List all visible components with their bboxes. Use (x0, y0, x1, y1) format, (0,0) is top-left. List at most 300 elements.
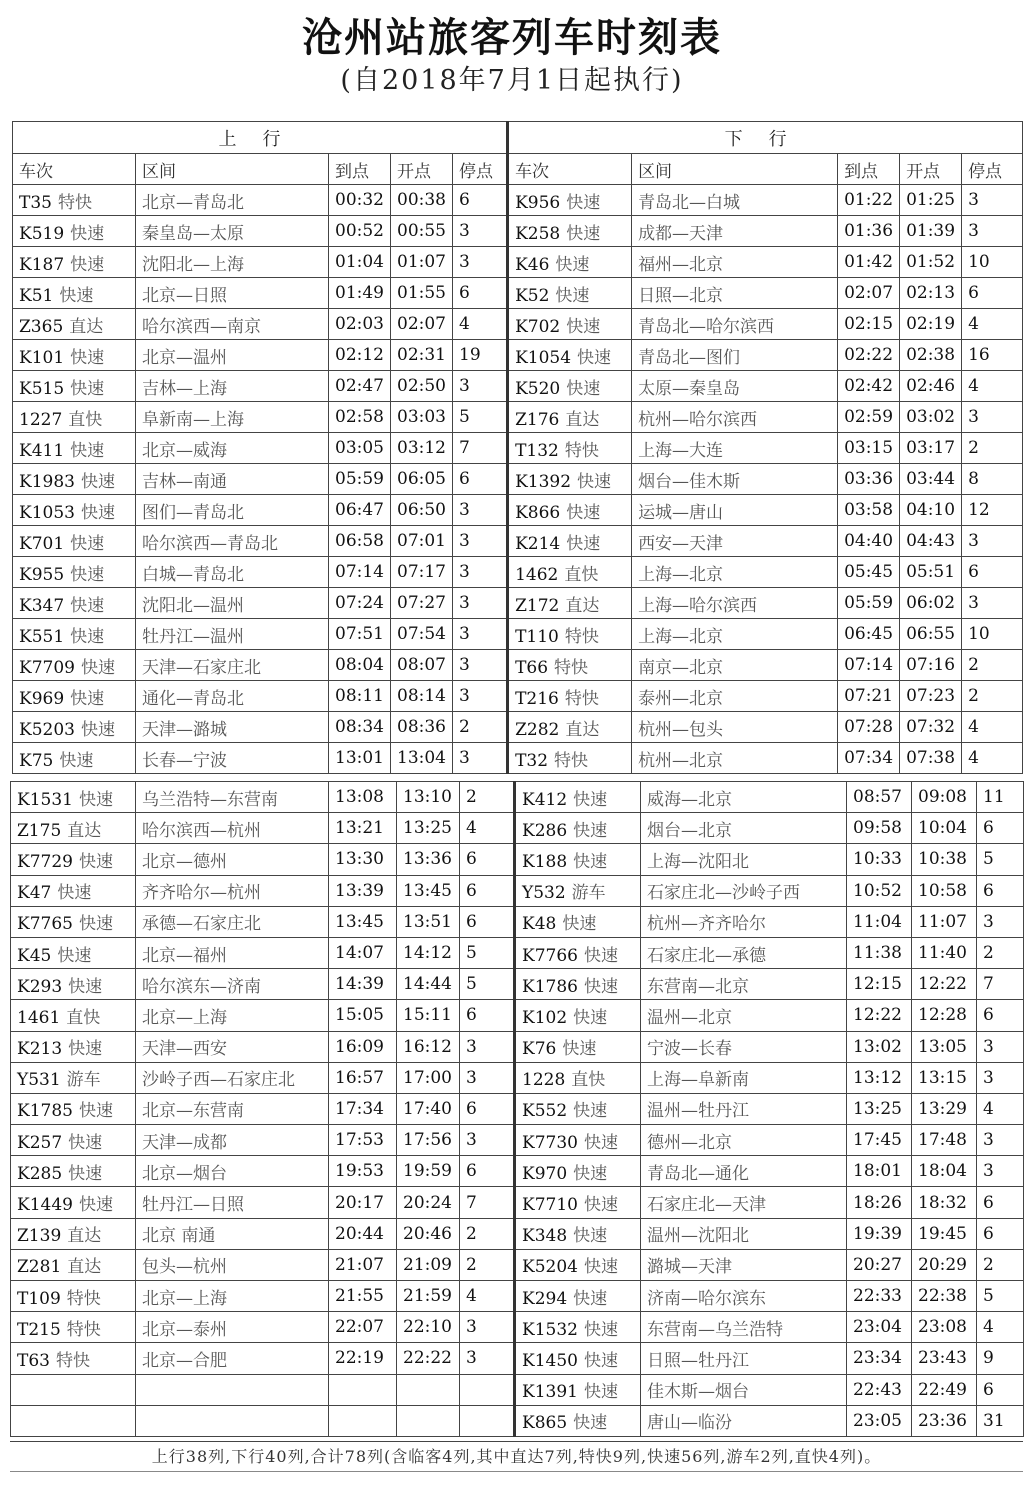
depart-time-up: 13:51 (397, 906, 460, 937)
arrive-time-down: 03:15 (838, 433, 900, 464)
stop-minutes-down: 3 (962, 588, 1023, 619)
train-number: Y532 (522, 883, 566, 904)
train-type: 快速 (78, 851, 113, 872)
train-number: T32 (515, 750, 549, 771)
depart-time-up (397, 1405, 460, 1436)
depart-time-up: 03:12 (391, 433, 453, 464)
train-number: K7730 (522, 1132, 578, 1153)
table-row (11, 969, 1024, 1000)
train-type: 快速 (555, 285, 590, 306)
depart-time-down: 02:46 (900, 371, 962, 402)
arrive-time-down: 20:27 (847, 1249, 912, 1280)
train-cell-down (508, 681, 632, 712)
train-number: Z176 (515, 409, 560, 430)
train-number: 1462 (515, 564, 559, 585)
train-number: K187 (19, 254, 65, 275)
depart-time-up: 02:50 (391, 371, 453, 402)
train-type: 快速 (555, 254, 590, 275)
train-number: K46 (515, 254, 550, 275)
page-title: 沧州站旅客列车时刻表 (302, 15, 722, 61)
train-cell-down (515, 844, 641, 875)
stop-minutes-down: 3 (977, 1156, 1024, 1187)
depart-time-down: 01:39 (900, 216, 962, 247)
route-up: 乌兰浩特—东营南 (136, 782, 329, 813)
stop-minutes-down: 4 (962, 371, 1023, 402)
train-number: 1227 (19, 409, 63, 430)
train-cell-up (11, 1125, 136, 1156)
arrive-time-down: 18:26 (847, 1187, 912, 1218)
route-down: 杭州—哈尔滨西 (632, 402, 838, 433)
train-number: K1785 (17, 1101, 73, 1122)
depart-time-down: 10:58 (912, 875, 977, 906)
stop-minutes-up: 3 (453, 371, 508, 402)
route-up: 哈尔滨东—济南 (136, 969, 329, 1000)
train-type: 快速 (57, 945, 92, 966)
route-up: 北京—东营南 (136, 1093, 329, 1124)
col-arrive-down: 到点 (838, 154, 900, 185)
stop-minutes-up (460, 1374, 515, 1405)
arrive-time-down: 07:14 (838, 650, 900, 681)
route-up: 北京—上海 (136, 1000, 329, 1031)
train-number: Z175 (17, 820, 62, 841)
col-train-up: 车次 (13, 154, 136, 185)
train-type: 快速 (70, 688, 105, 709)
arrive-time-up: 22:07 (329, 1312, 397, 1343)
train-number: Y531 (17, 1070, 61, 1091)
train-cell-down (508, 557, 632, 588)
arrive-time-up: 21:07 (329, 1249, 397, 1280)
stop-minutes-down: 3 (962, 526, 1023, 557)
train-cell-up (13, 557, 136, 588)
stop-minutes-up: 3 (453, 216, 508, 247)
stop-minutes-down: 7 (977, 969, 1024, 1000)
train-type: 快速 (70, 533, 105, 554)
arrive-time-down: 01:36 (838, 216, 900, 247)
train-number: K188 (522, 851, 568, 872)
arrive-time-up: 13:01 (329, 743, 391, 774)
train-cell-down (508, 433, 632, 464)
arrive-time-down: 13:25 (847, 1093, 912, 1124)
route-up: 长春—宁波 (136, 743, 329, 774)
train-cell-up (11, 1093, 136, 1124)
arrive-time-down: 07:34 (838, 743, 900, 774)
stop-minutes-down: 5 (977, 844, 1024, 875)
route-down: 上海—北京 (632, 619, 838, 650)
train-number: T63 (17, 1350, 50, 1371)
route-up: 阜新南—上海 (136, 402, 329, 433)
train-cell-down (515, 1218, 641, 1249)
depart-time-down: 12:22 (912, 969, 977, 1000)
stop-minutes-up (460, 1405, 515, 1436)
depart-time-down: 04:43 (900, 526, 962, 557)
stop-minutes-down: 2 (977, 1249, 1024, 1280)
train-type: 快速 (70, 254, 105, 275)
train-type: 快速 (573, 1413, 608, 1434)
arrive-time-up: 05:59 (329, 464, 391, 495)
train-number: K293 (17, 976, 63, 997)
train-number: K7766 (522, 945, 578, 966)
page-subtitle: (自2018年7月1日起执行) (340, 65, 684, 96)
train-cell-up (13, 247, 136, 278)
arrive-time-down: 10:33 (847, 844, 912, 875)
train-number: Z172 (515, 595, 560, 616)
footer-summary: 上行38列,下行40列,合计78列(含临客4列,其中直达7列,特快9列,快速56列,游车2列,直快4列)。 (10, 1441, 1023, 1472)
route-down: 青岛北—哈尔滨西 (632, 309, 838, 340)
train-cell-down (508, 464, 632, 495)
stop-minutes-up: 5 (460, 969, 515, 1000)
route-up: 天津—石家庄北 (136, 650, 329, 681)
route-up: 北京—合肥 (136, 1343, 329, 1374)
arrive-time-up: 02:58 (329, 402, 391, 433)
route-down: 日照—牡丹江 (641, 1343, 847, 1374)
arrive-time-down: 07:21 (838, 681, 900, 712)
train-cell-up (11, 782, 136, 813)
table-row (13, 247, 1023, 278)
train-type: 直达 (565, 719, 600, 740)
stop-minutes-down: 4 (977, 1312, 1024, 1343)
stop-minutes-down: 31 (977, 1405, 1024, 1436)
train-cell-up (11, 813, 136, 844)
stop-minutes-down: 3 (977, 906, 1024, 937)
train-cell-down (508, 340, 632, 371)
train-cell-down (508, 650, 632, 681)
train-cell-up (11, 875, 136, 906)
route-up: 牡丹江—日照 (136, 1187, 329, 1218)
table-row (11, 1343, 1024, 1374)
train-cell-up (13, 340, 136, 371)
arrive-time-up: 07:14 (329, 557, 391, 588)
train-cell-up (11, 1374, 136, 1405)
stop-minutes-down: 3 (977, 1125, 1024, 1156)
arrive-time-down: 06:45 (838, 619, 900, 650)
depart-time-up: 16:12 (397, 1031, 460, 1062)
train-type: 快速 (583, 1257, 618, 1278)
train-type: 快速 (57, 883, 92, 904)
table-row (11, 1187, 1024, 1218)
train-number: K48 (522, 914, 557, 935)
train-number: K1391 (522, 1382, 578, 1403)
arrive-time-up: 00:32 (329, 185, 391, 216)
train-type: 特快 (55, 1350, 90, 1371)
train-cell-down (508, 185, 632, 216)
route-down: 温州—北京 (641, 1000, 847, 1031)
depart-time-up: 20:24 (397, 1187, 460, 1218)
arrive-time-up (329, 1374, 397, 1405)
depart-time-up: 01:55 (391, 278, 453, 309)
train-cell-down (515, 1312, 641, 1343)
train-cell-up (13, 588, 136, 619)
route-down: 东营南—北京 (641, 969, 847, 1000)
route-down: 南京—北京 (632, 650, 838, 681)
stop-minutes-down: 6 (977, 1000, 1024, 1031)
train-cell-up (13, 681, 136, 712)
arrive-time-up: 07:51 (329, 619, 391, 650)
route-up: 沈阳北—温州 (136, 588, 329, 619)
depart-time-up: 14:44 (397, 969, 460, 1000)
stop-minutes-down: 8 (962, 464, 1023, 495)
stop-minutes-up: 2 (460, 1218, 515, 1249)
train-cell-up (13, 743, 136, 774)
stop-minutes-down: 3 (962, 185, 1023, 216)
train-type: 快速 (70, 595, 105, 616)
train-number: Z365 (19, 316, 64, 337)
depart-time-up: 17:00 (397, 1062, 460, 1093)
route-down: 杭州—包头 (632, 712, 838, 743)
depart-time-down: 11:40 (912, 937, 977, 968)
train-type: 直快 (564, 564, 599, 585)
table-row (11, 844, 1024, 875)
stop-minutes-up: 3 (453, 588, 508, 619)
arrive-time-down: 03:36 (838, 464, 900, 495)
arrive-time-up: 21:55 (329, 1281, 397, 1312)
depart-time-up: 17:56 (397, 1125, 460, 1156)
arrive-time-down: 02:07 (838, 278, 900, 309)
table-row (11, 1000, 1024, 1031)
route-down: 青岛北—白城 (632, 185, 838, 216)
depart-time-down: 07:32 (900, 712, 962, 743)
stop-minutes-down: 5 (977, 1281, 1024, 1312)
train-cell-up (11, 1405, 136, 1436)
depart-time-up: 13:10 (397, 782, 460, 813)
depart-time-down: 10:04 (912, 813, 977, 844)
train-number: 1461 (17, 1007, 61, 1028)
col-stop-up: 停点 (453, 154, 508, 185)
train-number: K702 (515, 316, 561, 337)
route-down: 上海—哈尔滨西 (632, 588, 838, 619)
train-type: 直达 (565, 409, 600, 430)
arrive-time-up: 07:24 (329, 588, 391, 619)
depart-time-down: 01:25 (900, 185, 962, 216)
route-down: 济南—哈尔滨东 (641, 1281, 847, 1312)
train-number: K7709 (19, 657, 75, 678)
train-type: 快速 (566, 192, 601, 213)
stop-minutes-up: 2 (460, 1249, 515, 1280)
route-down: 唐山—临汾 (641, 1405, 847, 1436)
train-number: T35 (19, 192, 52, 213)
train-cell-down (515, 937, 641, 968)
depart-time-down: 07:38 (900, 743, 962, 774)
route-down: 上海—大连 (632, 433, 838, 464)
col-arrive-up: 到点 (329, 154, 391, 185)
depart-time-up: 00:55 (391, 216, 453, 247)
stop-minutes-down: 3 (977, 1031, 1024, 1062)
train-cell-up (11, 1281, 136, 1312)
stop-minutes-up: 6 (453, 464, 508, 495)
train-type: 游车 (66, 1070, 101, 1091)
depart-time-down: 20:29 (912, 1249, 977, 1280)
direction-down-heading: 下行 (508, 122, 1023, 154)
train-cell-up (11, 1218, 136, 1249)
depart-time-down: 02:13 (900, 278, 962, 309)
train-type: 快速 (70, 626, 105, 647)
stop-minutes-up: 3 (460, 1343, 515, 1374)
stop-minutes-up: 3 (453, 247, 508, 278)
depart-time-up: 01:07 (391, 247, 453, 278)
table-row (13, 464, 1023, 495)
train-number: K1054 (515, 347, 572, 368)
arrive-time-up: 13:45 (329, 906, 397, 937)
depart-time-up: 13:45 (397, 875, 460, 906)
train-cell-up (11, 1031, 136, 1062)
stop-minutes-up: 3 (460, 1125, 515, 1156)
arrive-time-up: 15:05 (329, 1000, 397, 1031)
stop-minutes-down: 3 (977, 1062, 1024, 1093)
train-number: K412 (522, 789, 568, 810)
arrive-time-down: 01:42 (838, 247, 900, 278)
stop-minutes-down: 6 (977, 875, 1024, 906)
depart-time-up: 06:50 (391, 495, 453, 526)
arrive-time-up: 13:30 (329, 844, 397, 875)
arrive-time-down: 02:15 (838, 309, 900, 340)
train-number: 1228 (522, 1070, 566, 1091)
arrive-time-down: 13:02 (847, 1031, 912, 1062)
train-cell-up (13, 185, 136, 216)
stop-minutes-down: 4 (962, 309, 1023, 340)
stop-minutes-up: 4 (453, 309, 508, 340)
train-type: 特快 (554, 750, 589, 771)
stop-minutes-down: 4 (962, 743, 1023, 774)
table-row (13, 712, 1023, 743)
train-type: 快速 (577, 347, 612, 368)
route-up: 北京—泰州 (136, 1312, 329, 1343)
arrive-time-up: 02:12 (329, 340, 391, 371)
train-number: K257 (17, 1132, 63, 1153)
train-type: 快速 (573, 789, 608, 810)
train-cell-up (11, 937, 136, 968)
train-number: K294 (522, 1288, 568, 1309)
train-number: K347 (19, 595, 65, 616)
arrive-time-up: 01:49 (329, 278, 391, 309)
route-down: 石家庄北—沙岭子西 (641, 875, 847, 906)
train-number: K101 (19, 347, 65, 368)
arrive-time-down: 17:45 (847, 1125, 912, 1156)
train-cell-down (515, 969, 641, 1000)
train-type: 直达 (67, 1257, 102, 1278)
arrive-time-down: 12:22 (847, 1000, 912, 1031)
route-down: 德州—北京 (641, 1125, 847, 1156)
arrive-time-down: 18:01 (847, 1156, 912, 1187)
train-number: K1449 (17, 1195, 73, 1216)
train-cell-down (508, 247, 632, 278)
direction-up-heading: 上行 (13, 122, 508, 154)
depart-time-down: 01:52 (900, 247, 962, 278)
arrive-time-up: 19:53 (329, 1156, 397, 1187)
depart-time-down: 22:49 (912, 1374, 977, 1405)
train-cell-down (515, 1374, 641, 1405)
train-number: T109 (17, 1288, 61, 1309)
route-down: 成都—天津 (632, 216, 838, 247)
train-number: K970 (522, 1163, 568, 1184)
train-type: 快速 (573, 1226, 608, 1247)
route-up: 哈尔滨西—杭州 (136, 813, 329, 844)
train-number: Z281 (17, 1257, 62, 1278)
train-number: K45 (17, 945, 52, 966)
train-number: K552 (522, 1101, 568, 1122)
train-number: K7710 (522, 1195, 578, 1216)
stop-minutes-down: 12 (962, 495, 1023, 526)
train-cell-up (11, 1249, 136, 1280)
depart-time-up: 21:09 (397, 1249, 460, 1280)
arrive-time-up: 00:52 (329, 216, 391, 247)
train-number: K969 (19, 688, 65, 709)
train-number: T216 (515, 688, 559, 709)
arrive-time-down: 04:40 (838, 526, 900, 557)
train-number: K214 (515, 533, 561, 554)
train-number: K866 (515, 502, 561, 523)
stop-minutes-up: 6 (460, 1093, 515, 1124)
stop-minutes-up: 3 (453, 681, 508, 712)
train-type: 快速 (577, 471, 612, 492)
arrive-time-down: 03:58 (838, 495, 900, 526)
train-type: 快速 (573, 851, 608, 872)
table-row (11, 1031, 1024, 1062)
train-number: K956 (515, 192, 561, 213)
train-cell-up (11, 844, 136, 875)
stop-minutes-down: 4 (977, 1093, 1024, 1124)
stop-minutes-up: 6 (453, 185, 508, 216)
table-row (11, 813, 1024, 844)
stop-minutes-up: 6 (453, 278, 508, 309)
train-cell-down (508, 743, 632, 774)
table-row (13, 402, 1023, 433)
train-cell-up (11, 1187, 136, 1218)
depart-time-down: 03:17 (900, 433, 962, 464)
train-cell-down (515, 906, 641, 937)
table-row (13, 619, 1023, 650)
stop-minutes-up: 3 (453, 619, 508, 650)
train-number: K76 (522, 1039, 557, 1060)
depart-time-down: 06:02 (900, 588, 962, 619)
table-row (11, 875, 1024, 906)
route-up: 牡丹江—温州 (136, 619, 329, 650)
depart-time-up: 07:17 (391, 557, 453, 588)
route-up: 北京—德州 (136, 844, 329, 875)
stop-minutes-down: 6 (977, 813, 1024, 844)
route-up: 沈阳北—上海 (136, 247, 329, 278)
train-cell-up (11, 1000, 136, 1031)
train-cell-up (13, 371, 136, 402)
train-cell-down (515, 1125, 641, 1156)
train-number: Z282 (515, 719, 560, 740)
stop-minutes-down: 3 (962, 402, 1023, 433)
arrive-time-up: 16:09 (329, 1031, 397, 1062)
depart-time-down: 13:29 (912, 1093, 977, 1124)
stop-minutes-up: 3 (453, 650, 508, 681)
route-down: 上海—北京 (632, 557, 838, 588)
train-number: K1392 (515, 471, 572, 492)
stop-minutes-down: 11 (977, 782, 1024, 813)
timetable-lower (10, 781, 1024, 1437)
train-cell-up (13, 526, 136, 557)
stop-minutes-down: 10 (962, 247, 1023, 278)
table-row (13, 340, 1023, 371)
route-up: 北京—上海 (136, 1281, 329, 1312)
train-cell-down (515, 1156, 641, 1187)
route-down: 温州—沈阳北 (641, 1218, 847, 1249)
route-down: 潞城—天津 (641, 1249, 847, 1280)
table-row (13, 185, 1023, 216)
route-down: 青岛北—通化 (641, 1156, 847, 1187)
train-type: 快速 (78, 789, 113, 810)
train-type: 直快 (68, 409, 103, 430)
stop-minutes-up: 2 (453, 712, 508, 743)
route-down: 太原—秦皇岛 (632, 371, 838, 402)
route-up: 包头—杭州 (136, 1249, 329, 1280)
train-type: 快速 (573, 1007, 608, 1028)
train-number: K1532 (522, 1319, 578, 1340)
depart-time-up: 13:04 (391, 743, 453, 774)
stop-minutes-down: 6 (962, 278, 1023, 309)
